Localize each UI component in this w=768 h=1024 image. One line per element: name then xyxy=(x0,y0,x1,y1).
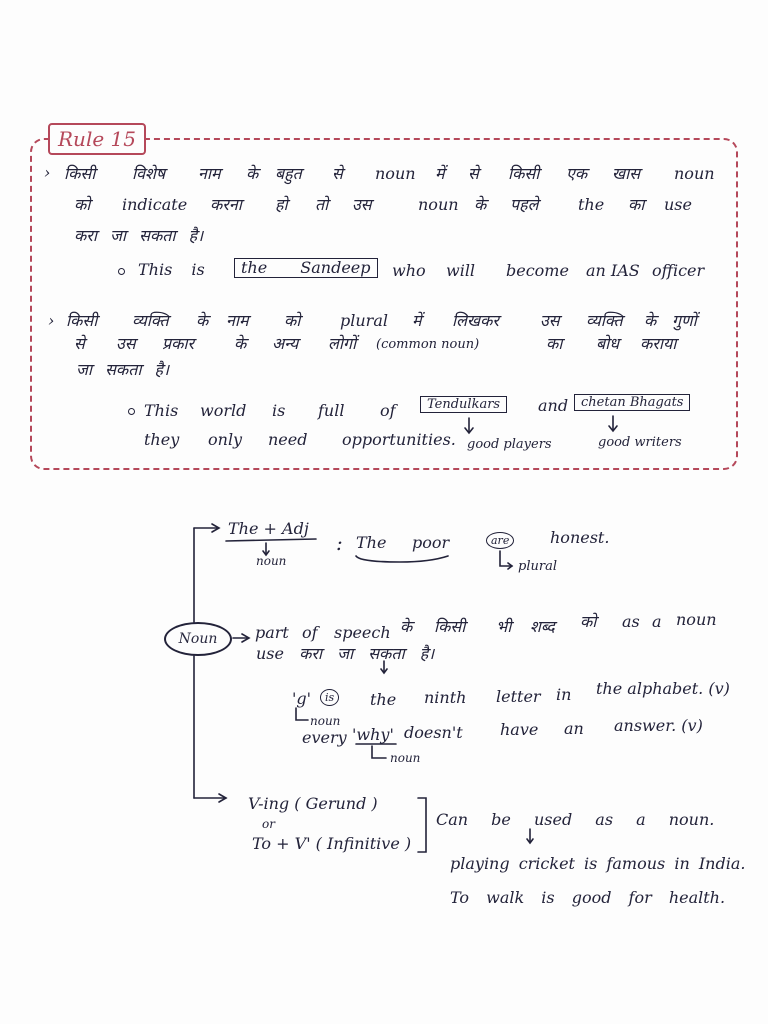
branch1-colon: : xyxy=(336,531,343,555)
point1-arrow-icon: › xyxy=(44,163,51,182)
point2-line2-w4: अन्य xyxy=(272,334,299,353)
example2-boxed2: chetan Bhagats xyxy=(574,394,690,411)
point2-line1-w2: के xyxy=(196,311,209,330)
branch1-sub: noun xyxy=(256,554,287,568)
example1-boxed: the Sandeep xyxy=(234,258,378,278)
branch1-ex-note: plural xyxy=(518,559,557,574)
branch2-l1-w1: of xyxy=(302,623,318,642)
branch2-ex1-w4: the alphabet. (v) xyxy=(596,679,730,698)
branch2-l1-w4: किसी xyxy=(434,617,466,636)
branch2-ex1-w3: in xyxy=(556,685,572,704)
point1-line2-w5: उस xyxy=(352,195,372,214)
point1-line2-w6: noun xyxy=(418,195,459,214)
point1-line2-w9: the xyxy=(578,195,605,214)
point1-line1-w10: एक xyxy=(566,164,588,183)
example1-after-w4: officer xyxy=(652,261,705,280)
branch2-ex1-w1: ninth xyxy=(424,688,467,707)
branch1-ex-honest: honest. xyxy=(550,528,610,547)
point2-line1-w3: नाम xyxy=(226,311,249,330)
example2-line2-w1: only xyxy=(208,430,243,449)
point1-line2-w10: का xyxy=(628,195,645,214)
point2-line1-w4: को xyxy=(284,311,301,330)
point2-line2-w6: (common noun) xyxy=(376,337,480,352)
branch2-l1-w8: as xyxy=(622,612,640,631)
point2-line1-w0: किसी xyxy=(66,311,98,330)
point2-line1-w8: उस xyxy=(540,311,560,330)
point2-line2-w1: उस xyxy=(116,334,136,353)
branch2-ex1-w2: letter xyxy=(496,687,541,706)
point1-line1-w3: के xyxy=(246,164,259,183)
point1-line3: करा जा सकता है। xyxy=(74,226,204,245)
point1-line2-w8: पहले xyxy=(510,195,539,214)
example2-and: and xyxy=(538,396,569,415)
branch2-l1-w2: speech xyxy=(334,623,391,642)
example2-line2-w2: need xyxy=(268,430,308,449)
branch3-ex2: To walk is good for health. xyxy=(450,888,726,907)
example2-w3: full xyxy=(318,401,345,420)
branch1-ex-are: are xyxy=(486,532,514,549)
branch2-ex2-why: 'why' xyxy=(352,725,394,744)
point1-line2-w0: को xyxy=(74,195,91,214)
example1-after-w1: will xyxy=(446,261,476,280)
example2-w1: world xyxy=(200,401,247,420)
point2-line2-w0: से xyxy=(74,334,85,353)
point2-line3: जा सकता है। xyxy=(76,360,170,379)
point2-line1-w11: गुणों xyxy=(672,311,697,330)
point1-line1-w12: noun xyxy=(674,164,715,183)
branch2-ex1-is: is xyxy=(320,689,339,706)
point2-line2-w5: लोगों xyxy=(328,334,357,353)
point2-line1-w5: plural xyxy=(340,311,388,330)
branch2-l1-w0: part xyxy=(255,623,289,642)
branch2-ex2-w1: doesn't xyxy=(404,723,463,742)
point1-line1-w5: से xyxy=(332,164,343,183)
point2-line1-w6: में xyxy=(412,311,422,330)
point1-line2-w2: करना xyxy=(210,195,242,214)
point2-line1-w10: के xyxy=(644,311,657,330)
branch2-line2: use करा जा सकता है। xyxy=(256,644,435,663)
branch2-ex1-note: noun xyxy=(310,714,341,728)
branch2-ex1-w0: the xyxy=(370,690,397,709)
point1-line2-w4: तो xyxy=(315,195,329,214)
branch3-ex1: playing cricket is famous in India. xyxy=(450,854,746,873)
point2-line1-w1: व्यक्ति xyxy=(132,311,169,330)
point1-line2-w7: के xyxy=(474,195,487,214)
point1-line2-w1: indicate xyxy=(122,195,188,214)
branch2-l1-w9: a xyxy=(652,612,662,631)
noun-center-node: Noun xyxy=(164,622,232,656)
branch2-l1-w7: को xyxy=(580,612,597,631)
example2-w4: of xyxy=(380,401,396,420)
example2-w2: is xyxy=(272,401,286,420)
branch2-l1-w6: शब्द xyxy=(530,617,555,636)
branch3-item1: V-ing ( Gerund ) xyxy=(248,794,378,813)
branch2-ex2-w0: every xyxy=(302,728,347,747)
branch2-l1-w10: noun xyxy=(676,610,717,629)
point2-arrow-icon: › xyxy=(48,311,55,330)
branch2-ex2-w3: an xyxy=(564,719,584,738)
branch2-l1-w3: के xyxy=(400,617,413,636)
point2-line2-w7: का xyxy=(546,334,563,353)
example2-note2: good writers xyxy=(598,435,682,450)
point2-line2-w3: के xyxy=(234,334,247,353)
point1-line2-w3: हो xyxy=(275,195,288,214)
point1-line1-w4: बहुत xyxy=(275,164,302,183)
point2-line1-w7: लिखकर xyxy=(452,311,499,330)
branch3-result: Can be used as a noun. xyxy=(436,810,715,829)
point2-line2-w2: प्रकार xyxy=(162,334,195,353)
point1-line1-w9: किसी xyxy=(508,164,540,183)
example2-note1: good players xyxy=(467,437,552,452)
point1-line1-w2: नाम xyxy=(198,164,221,183)
point1-line2-w11: use xyxy=(664,195,692,214)
point2-line1-w9: व्यक्ति xyxy=(586,311,623,330)
point1-line1-w8: से xyxy=(468,164,479,183)
point2-line2-w9: कराया xyxy=(640,334,677,353)
branch3-item2: To + V' ( Infinitive ) xyxy=(252,834,412,853)
point1-line1-w1: विशेष xyxy=(132,164,166,183)
example1-before: This is xyxy=(138,260,205,279)
example2-line2-w0: they xyxy=(144,430,180,449)
example2-line2-w3: opportunities. xyxy=(342,430,456,449)
branch2-ex2-note: noun xyxy=(390,751,421,765)
point2-line2-w8: बोध xyxy=(596,334,620,353)
branch3-or: or xyxy=(262,817,275,831)
branch2-ex1-g: 'g' xyxy=(292,689,312,708)
branch1-ex-poor: poor xyxy=(412,533,450,552)
branch2-ex2-w2: have xyxy=(500,720,539,739)
rule-tag: Rule 15 xyxy=(48,123,146,155)
branch1-label: The + Adj xyxy=(228,519,309,538)
point1-line1-w6: noun xyxy=(375,164,416,183)
point1-line1-w0: किसी xyxy=(64,164,96,183)
branch2-ex2-w4: answer. (v) xyxy=(614,716,703,735)
example2-w0: This xyxy=(144,401,179,420)
point1-line1-w11: खास xyxy=(612,164,641,183)
example1-after-w3: an IAS xyxy=(586,261,640,280)
example1-after-w0: who xyxy=(392,261,426,280)
branch1-ex-the: The xyxy=(356,533,387,552)
example1-after-w2: become xyxy=(506,261,569,280)
point1-line1-w7: में xyxy=(435,164,445,183)
branch2-l1-w5: भी xyxy=(496,617,512,636)
example2-boxed1: Tendulkars xyxy=(420,396,507,413)
